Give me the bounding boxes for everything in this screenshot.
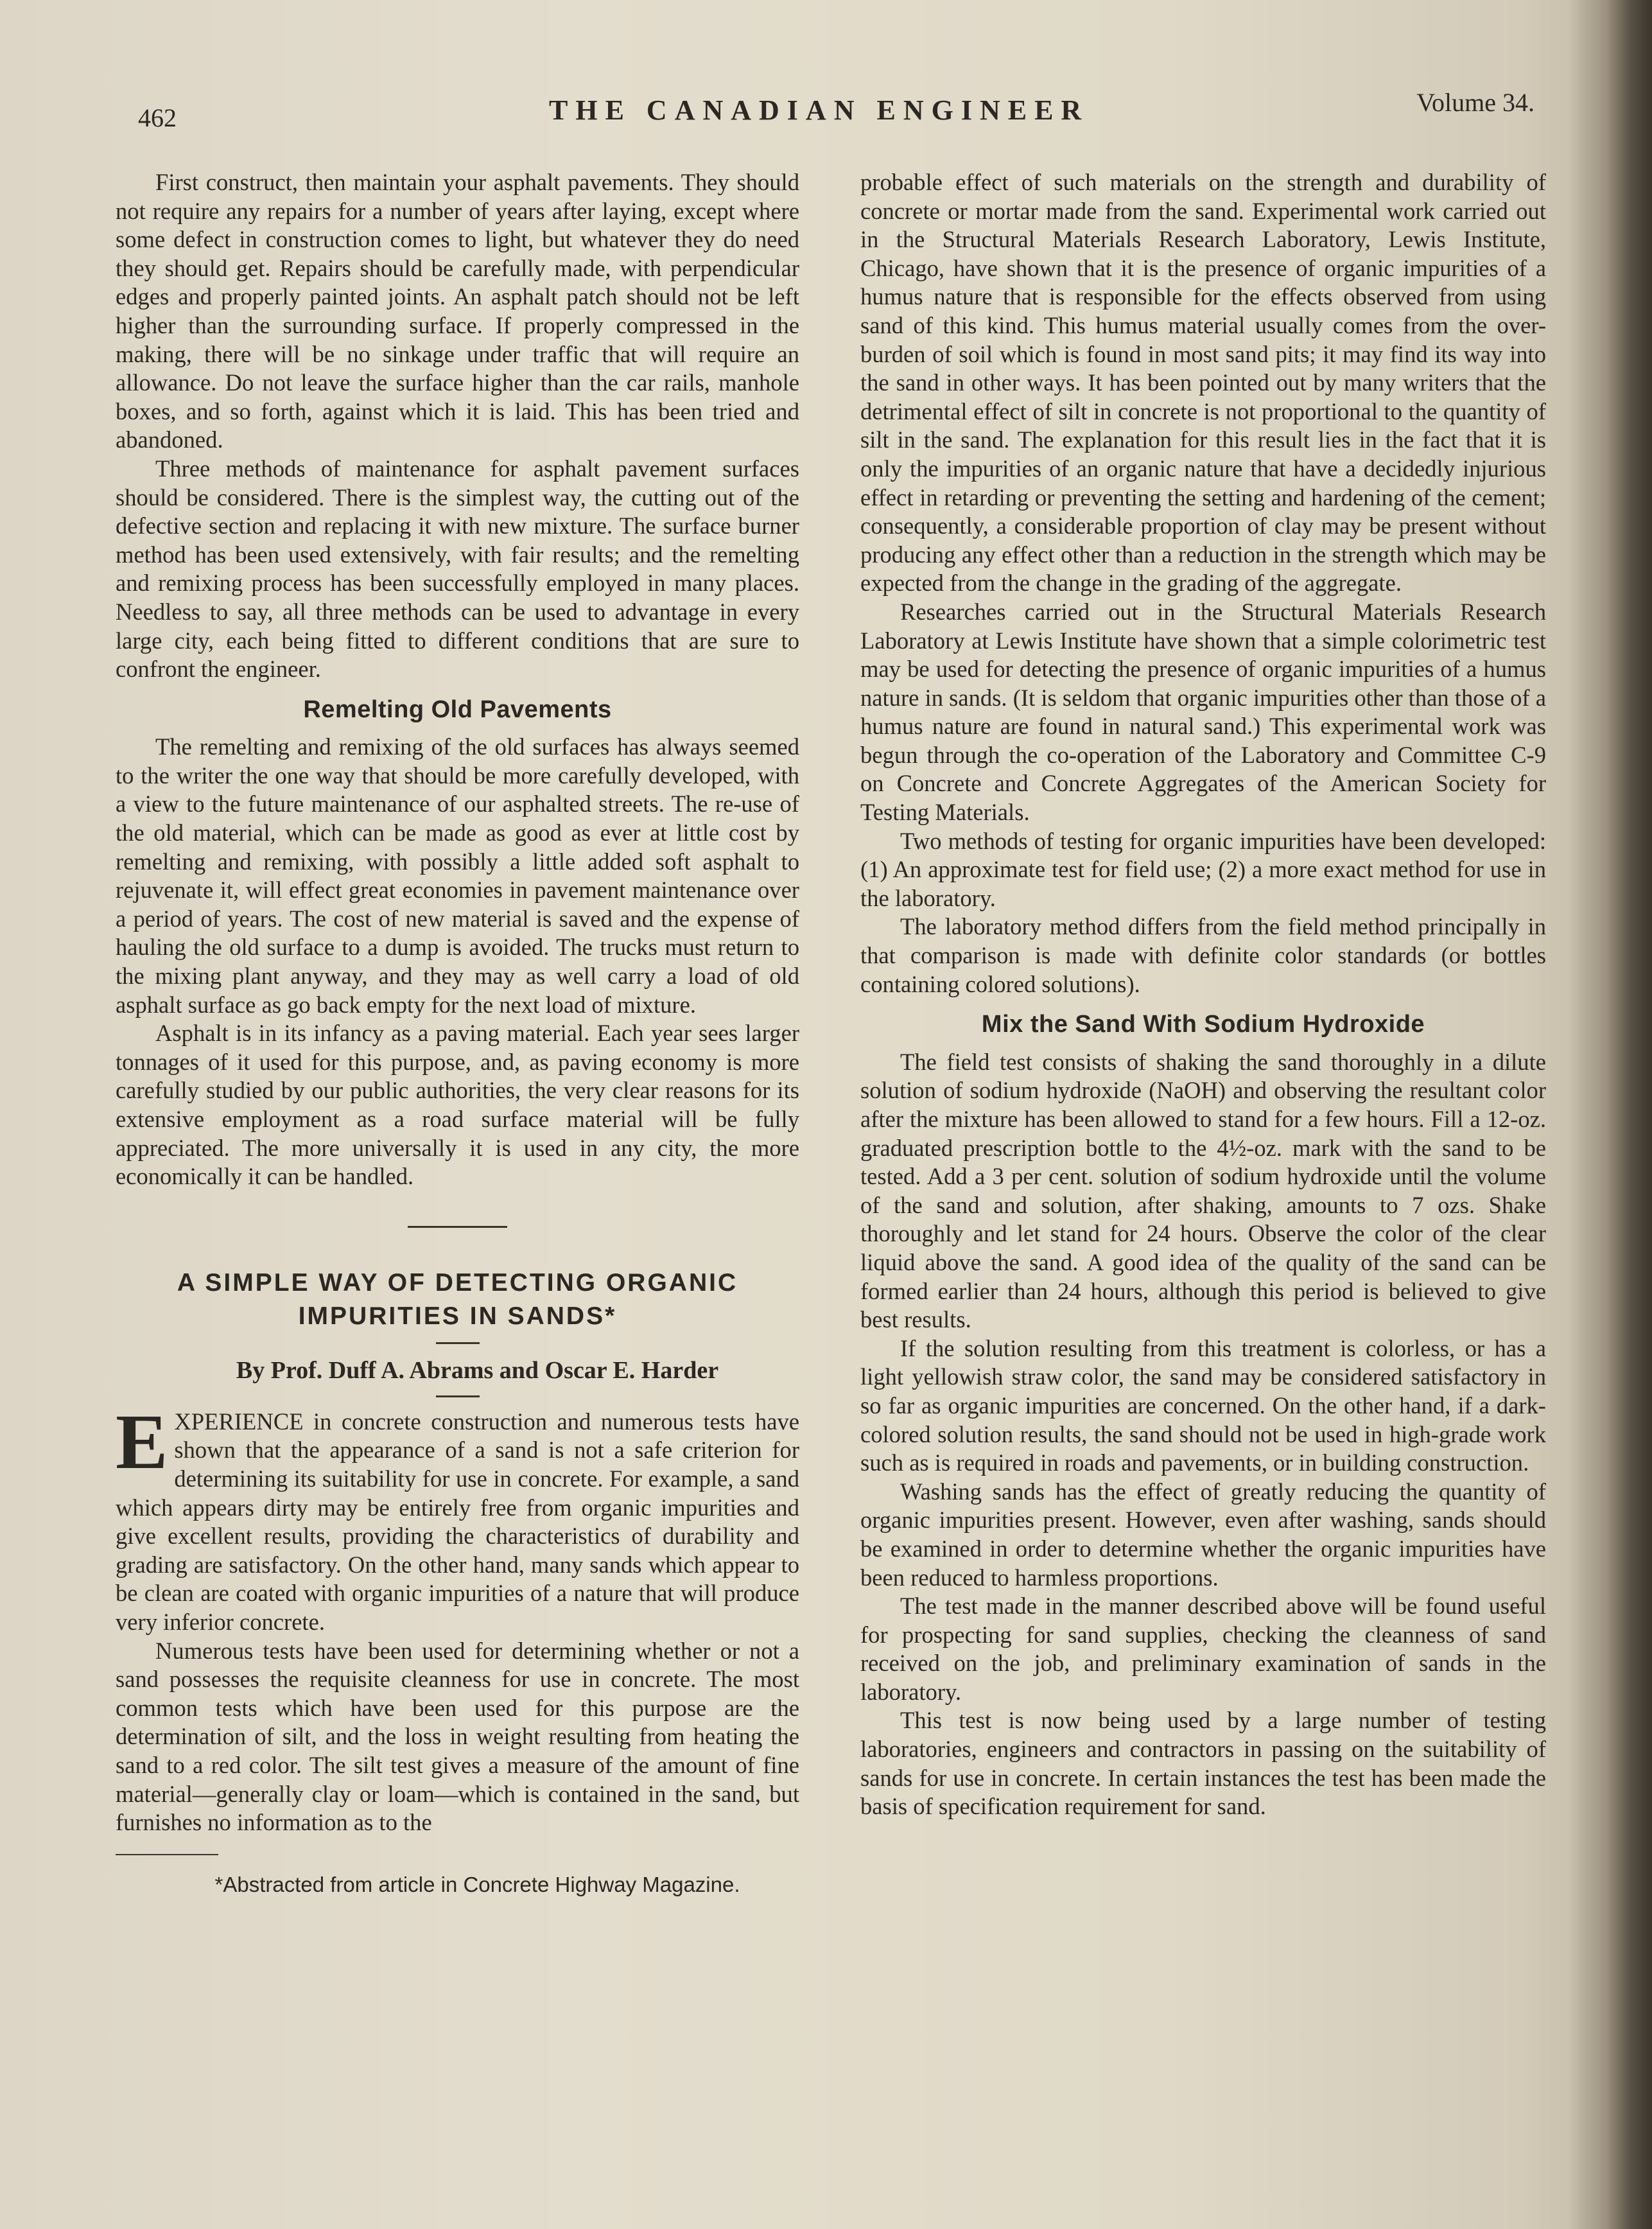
paragraph: The test made in the manner described above will be found useful for prospecting for sand supplies, checking the cleanness of sand received on the job, and preliminary examination of sands in the laboratory. (860, 1593, 1546, 1705)
title-rule (436, 1342, 480, 1344)
paragraph: Numerous tests have been used for determining whether or not a sand possesses the requisite cleanness for use in concrete. The most common tests which have been used for this purpose are the determination of silt, and the loss in weight resulting from heating the sand to a red color. The silt test gives a measure of the amount of fine material—generally clay or loam—which is contained in the sand, but furnishes no information as to the (116, 1637, 799, 1836)
paragraph: Researches carried out in the Structural Materials Research Laboratory at Lewis Institute have shown that a simple colorimetric test may be used for detecting the presence of organic impurities of a humus nature in sands. (It is seldom that organic impurities other than those of a humus nature are found in natural sand.) This experimental work was begun through the co-operation of the Laboratory and Committee C-9 on Concrete and Concrete Aggregates of the American Society for Testing Materials. (860, 598, 1546, 826)
footnote: *Abstracted from article in Concrete Highway Magazine. (214, 1872, 740, 1896)
paragraph: The field test consists of shaking the sand thoroughly in a dilute solution of sodium hydroxide (NaOH) and observing the resultant color after the mixture has been allowed to stand for a few hours. Fill a 12-oz. graduated prescription bottle to the 4½-oz. mark with the sand to be tested. Add a 3 per cent. solution of sodium hydroxide until the volume of the sand and solution, after shaking, amounts to 7 ozs. Shake thoroughly and let stand for 24 hours. Observe the color of the clear liquid above the sand. A good idea of the quality of the sand can be formed earlier than 24 hours, although this period is believed to give best results. (860, 1048, 1546, 1333)
footnote-rule (116, 1854, 218, 1855)
binding-shadow (1569, 0, 1652, 2229)
section-heading: Remelting Old Pavements (303, 695, 612, 723)
lead-paragraph-text: XPERIENCE in concrete construction and numerous tests have shown that the appearance of a sand is not a safe criterion for determining its suitability for use in concrete. For example, a sand which appears dirty may be entirely free from organic impurities and give excellent results, providing the characteristics of durability and grading are satisfactory. On the other hand, many sands which appear to be clean are coated with organic impurities of a nature that will produce very inferior concrete. (116, 1408, 799, 1635)
byline: By Prof. Duff A. Abrams and Oscar E. Harder (236, 1356, 719, 1384)
left-column (116, 168, 799, 1899)
paragraph: Asphalt is in its infancy as a paving material. Each year sees larger tonnages of it used for this purpose, and, as paving economy is more carefully studied by our public authorities, the very clear reasons for its extensive employment as a road surface material will be fully appreciated. The more universally it is used in any city, the more economically it can be handled. (116, 1020, 799, 1190)
section-divider (408, 1226, 507, 1228)
paragraph: Two methods of testing for organic impurities have been developed: (1) An approximate test for field use; (2) a more exact method for use in the laboratory. (860, 827, 1546, 911)
paragraph: If the solution resulting from this treatment is colorless, or has a light yellowish straw color, the sand may be considered satisfactory in so far as organic impurities are concerned. On the other hand, if a dark-colored solution results, the sand should not be used in high-grade work such as is required in roads and pavements, or in building construction. (860, 1334, 1546, 1476)
paragraph: First construct, then maintain your asphalt pavements. They should not require any repairs for a number of years after laying, except where some defect in construction comes to light, but whatever they do need they should get. Repairs should be carefully made, with perpendicular edges and properly painted joints. An asphalt patch should not be left higher than the surrounding surface. If properly compressed in the making, there will be no sinkage under traffic that will require an allowance. Do not leave the surface higher than the car rails, manhole boxes, and so forth, against which it is laid. This has been tried and abandoned. (116, 169, 799, 453)
right-column (860, 168, 1546, 1821)
page-number: 462 (138, 103, 177, 132)
article-title: A SIMPLE WAY OF DETECTING ORGANIC IMPURITIES IN SANDS* (177, 1268, 738, 1330)
paragraph: The laboratory method differs from the field method principally in that comparison is made with definite color standards (or bottles containing colored solutions). (860, 913, 1546, 997)
paragraph: probable effect of such materials on the strength and durability of concrete or mortar made from the sand. Experimental work carried out in the Structural Materials Research Laboratory, Lewis Institute, Chicago, have shown that it is the presence of organic impurities of a humus nature that is responsible for the effects observed from using sand of this kind. This humus material usually comes from the over-burden of soil which is found in most sand pits; it may find its way into the sand in other ways. It has been pointed out by many writers that the detrimental effect of silt in concrete is not proportional to the quantity of silt in the sand. The explanation for this result lies in the fact that it is only the impurities of an organic nature that have a decidedly injurious effect in retarding or preventing the setting and hardening of the cement; consequently, a considerable proportion of clay may be present without producing any effect other than a reduction in the strength which may be expected from the change in the grading of the aggregate. (860, 169, 1546, 597)
paragraph: Washing sands has the effect of greatly reducing the quantity of organic impurities present. However, even after washing, sands should be examined in order to determine whether the organic impurities have been reduced to harmless proportions. (860, 1478, 1546, 1591)
drop-cap: E (116, 1398, 168, 1485)
paragraph: Three methods of maintenance for asphalt pavement surfaces should be considered. There is the simplest way, the cutting out of the defective section and replacing it with new mixture. The surface burner method has been used extensively, with fair results; and the remelting and remixing process has been successfully employed in many places. Needless to say, all three methods can be used to advantage in every large city, each being fitted to different conditions that are sure to confront the engineer. (116, 455, 799, 683)
paragraph: The remelting and remixing of the old surfaces has always seemed to the writer the one way that should be more carefully developed, with a view to the future maintenance of our asphalted streets. The re-use of the old material, which can be made as good as ever at little cost by remelting and remixing, with possibly a little added soft asphalt to rejuvenate it, will effect great economies in pavement maintenance over a period of years. The cost of new material is saved and the expense of hauling the old surface to a dump is avoided. The trucks must return to the mixing plant anyway, and they may as well carry a load of old asphalt surface as go back empty for the next load of mixture. (116, 733, 799, 1018)
running-header (138, 83, 1535, 132)
section-heading: Mix the Sand With Sodium Hydroxide (981, 1011, 1425, 1038)
journal-title: THE CANADIAN ENGINEER (549, 94, 1090, 126)
volume-label: Volume 34. (1416, 88, 1535, 117)
byline-rule (436, 1395, 480, 1397)
lead-paragraph (116, 1398, 799, 1637)
paragraph: This test is now being used by a large number of testing laboratories, engineers and contractors in passing on the suitability of sands for use in concrete. In certain instances the test has been made the basis of specification requirement for sand. (860, 1707, 1546, 1820)
